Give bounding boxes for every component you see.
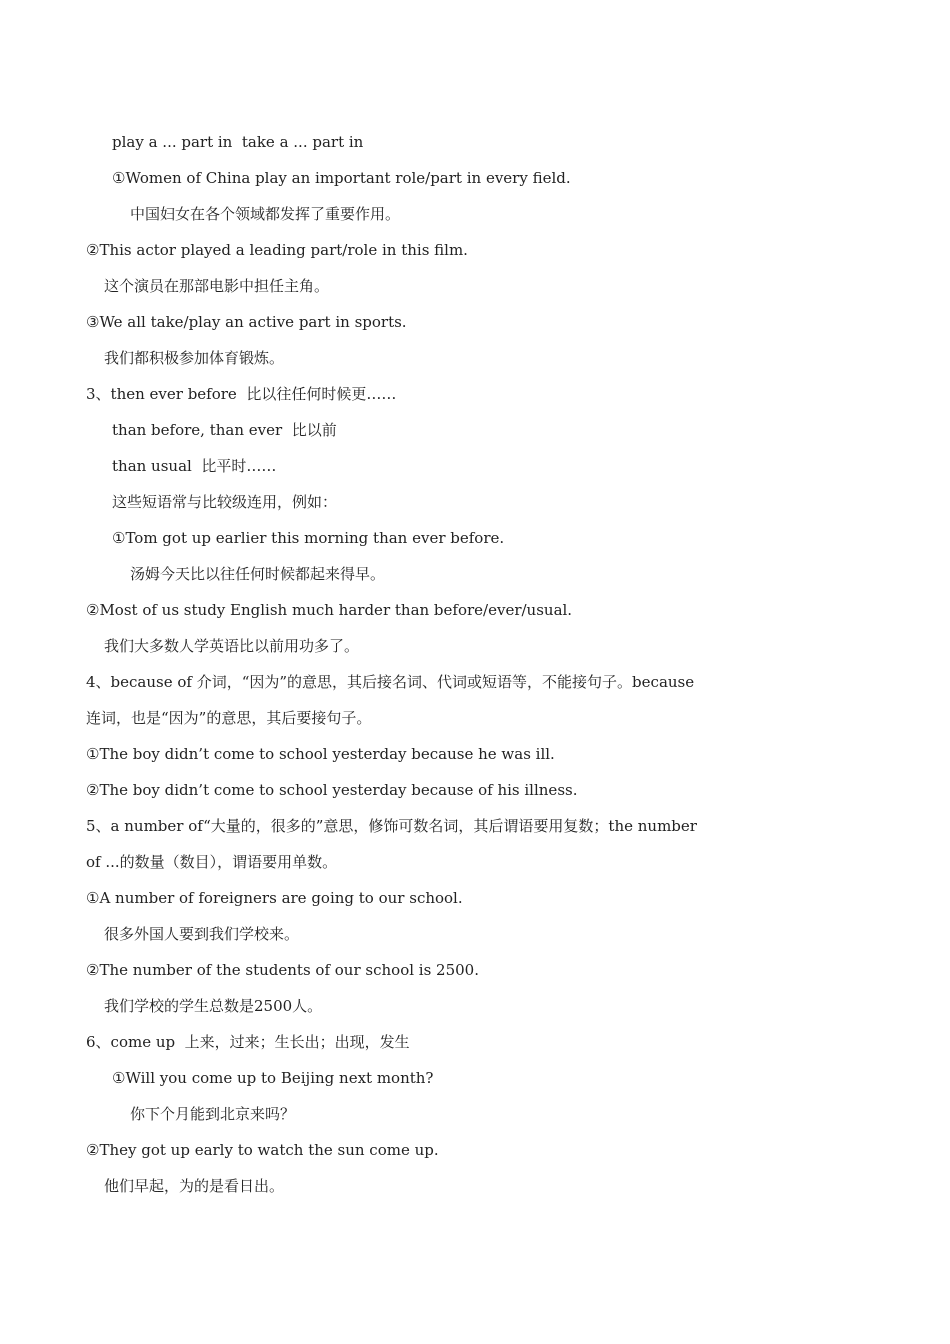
- document-body: [86, 124, 786, 1204]
- translation-line: 很多外国人要到我们学校来。: [104, 925, 300, 943]
- text-line: than before, than ever 比以前: [112, 421, 337, 439]
- example-sentence: ③We all take/play an active part in sports.: [86, 313, 407, 331]
- section-heading-5: 5、a number of“大量的，很多的”意思，修饰可数名词，其后谓语要用复数；the number: [86, 817, 697, 835]
- example-sentence: ②Most of us study English much harder than before/ever/usual.: [86, 601, 573, 619]
- example-sentence: ①Women of China play an important role/part in every field.: [112, 169, 571, 187]
- example-sentence: ①The boy didn’t come to school yesterday because he was ill.: [86, 745, 555, 763]
- text-line: of ...的数量（数目），谓语要用单数。: [86, 853, 338, 871]
- example-sentence: ①Will you come up to Beijing next month?: [112, 1069, 434, 1087]
- example-sentence: ①Tom got up earlier this morning than ever before.: [112, 529, 505, 547]
- translation-line: 汤姆今天比以往任何时候都起来得早。: [130, 565, 386, 583]
- example-sentence: ②The number of the students of our school is 2500.: [86, 961, 479, 979]
- text-line: than usual 比平时……: [112, 457, 277, 475]
- section-heading-6: 6、come up 上来，过来；生长出；出现，发生: [86, 1033, 410, 1051]
- text-line: 这些短语常与比较级连用，例如：: [112, 493, 338, 511]
- example-sentence: ①A number of foreigners are going to our school.: [86, 889, 463, 907]
- example-sentence: ②This actor played a leading part/role in this film.: [86, 241, 468, 259]
- section-heading-3: 3、then ever before 比以往任何时候更……: [86, 385, 397, 403]
- translation-line: 我们大多数人学英语比以前用功多了。: [104, 637, 360, 655]
- translation-line: 我们都积极参加体育锻炼。: [104, 349, 285, 367]
- section-heading-4: 4、because of 介词，“因为”的意思，其后接名词、代词或短语等，不能接句子。because: [86, 673, 695, 691]
- example-sentence: ②They got up early to watch the sun come up.: [86, 1141, 439, 1159]
- translation-line: 中国妇女在各个领域都发挥了重要作用。: [130, 205, 401, 223]
- translation-line: 你下个月能到北京来吗？: [130, 1105, 296, 1123]
- text-line: play a ... part in take a ... part in: [112, 133, 364, 151]
- translation-line: 我们学校的学生总数是2500人。: [104, 997, 323, 1015]
- text-line: 连词，也是“因为”的意思，其后要接句子。: [86, 709, 372, 727]
- translation-line: 这个演员在那部电影中担任主角。: [104, 277, 330, 295]
- translation-line: 他们早起，为的是看日出。: [104, 1177, 285, 1195]
- example-sentence: ②The boy didn’t come to school yesterday because of his illness.: [86, 781, 578, 799]
